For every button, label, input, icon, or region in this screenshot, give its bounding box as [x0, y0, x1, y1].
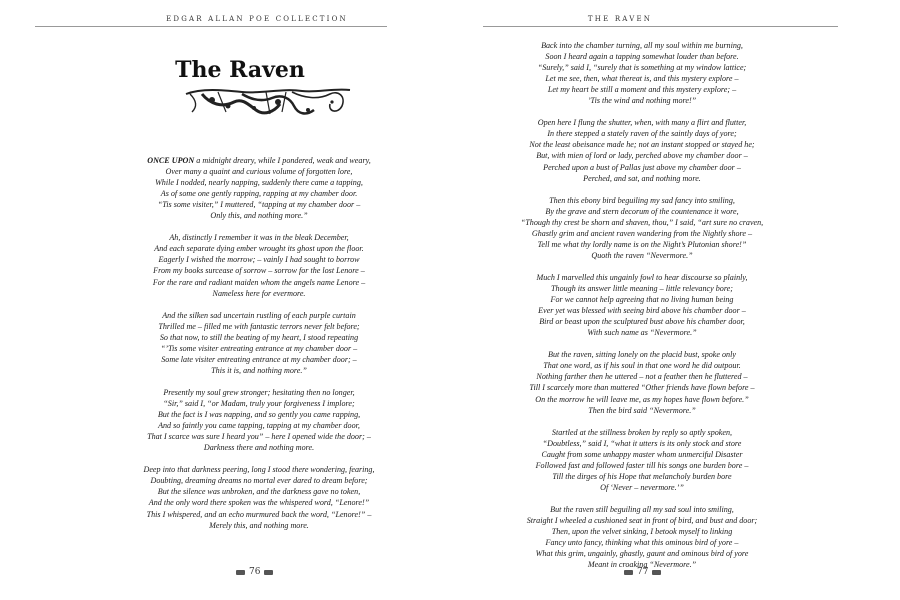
poem-line: That I scarce was sure I heard you” – here I opened wide the door; –: [147, 432, 371, 442]
poem-text-left: [120, 155, 398, 542]
poem-line: Caught from some unhappy master whom unmerciful Disaster: [541, 449, 743, 459]
poem-line: Let my heart be still a moment and this mystery explore; –: [547, 85, 737, 95]
poem-line: While I nodded, nearly napping, suddenly there came a tapping,: [155, 178, 363, 188]
poem-line: As of some one gently rapping, rapping at my chamber door.: [160, 189, 358, 199]
poem-line: And so faintly you came tapping, tapping at my chamber door,: [158, 421, 360, 431]
stanza: [492, 504, 792, 570]
poem-line: So that now, to still the beating of my heart, I stood repeating: [159, 332, 359, 342]
poem-line: Then the bird said “Nevermore.”: [588, 405, 696, 415]
poem-line: But, with mien of lord or lady, perched above my chamber door –: [536, 151, 748, 161]
poem-line: Thrilled me – filled me with fantastic terrors never felt before;: [158, 321, 360, 331]
folio-ornament-icon: [264, 570, 273, 575]
poem-line: Presently my soul grew stronger; hesitating then no longer,: [163, 387, 355, 397]
poem-line: This it is, and nothing more.”: [211, 365, 307, 375]
poem-line: What this grim, ungainly, ghastly, gaunt and ominous bird of yore: [535, 549, 749, 559]
poem-line: Bird or beast upon the sculptured bust above his chamber door,: [539, 317, 745, 327]
poem-line: With such name as “Nevermore.”: [587, 328, 697, 338]
ornament-flourish-icon: [182, 82, 354, 124]
first-line-rest: a midnight dreary, while I pondered, weak and weary,: [194, 156, 371, 165]
header-rule-right: [483, 26, 838, 27]
poem-line: Over many a quaint and curious volume of forgotten lore,: [165, 167, 353, 177]
poem-line: Though its answer little meaning – little relevancy bore;: [551, 284, 733, 294]
poem-line: Nothing farther then he uttered – not a feather then he fluttered –: [536, 372, 748, 382]
poem-line: Only this, and nothing more.”: [210, 211, 308, 221]
poem-line: Merely this, and nothing more.: [209, 520, 309, 530]
poem-line: “Doubtless,” said I, “what it utters is its only stock and store: [542, 438, 742, 448]
first-line: [120, 155, 398, 166]
poem-line: Fancy unto fancy, thinking what this ominous bird of yore –: [545, 538, 739, 548]
stanza: [492, 117, 792, 183]
poem-line: Let me see, then, what thereat is, and this mystery explore –: [545, 74, 739, 84]
poem-line: Nameless here for evermore.: [212, 288, 306, 298]
poem-line: Followed fast and followed faster till his songs one burden bore –: [535, 460, 749, 470]
poem-line: Deep into that darkness peering, long I stood there wondering, fearing,: [143, 465, 375, 475]
stanza: [120, 232, 398, 298]
poem-line: In there stepped a stately raven of the saintly days of yore;: [547, 129, 737, 139]
stanza: [492, 40, 792, 106]
poem-line: From my books surcease of sorrow – sorrow for the lost Lenore –: [153, 266, 365, 276]
poem-line: Eagerly I wished the morrow; – vainly I had sought to borrow: [158, 255, 360, 265]
poem-line: But the silence was unbroken, and the darkness gave no token,: [157, 487, 361, 497]
poem-line: And each separate dying ember wrought its ghost upon the floor.: [154, 244, 364, 254]
poem-line: But the raven still beguiling all my sad soul into smiling,: [550, 504, 734, 514]
poem-text-right: [492, 40, 792, 581]
poem-line: Darkness there and nothing more.: [203, 443, 315, 453]
poem-line: Much I marvelled this ungainly fowl to hear discourse so plainly,: [536, 272, 748, 282]
poem-line: Startled at the stillness broken by reply so aptly spoken,: [551, 427, 733, 437]
poem-line: “’Tis some visiter entreating entrance at my chamber door –: [160, 343, 358, 353]
drop-lead: ONCE UPON: [147, 156, 195, 165]
poem-line: This I whispered, and an echo murmured back the word, “Lenore!” –: [146, 509, 372, 519]
poem-line: Till the dirges of his Hope that melancholy burden bore: [552, 471, 732, 481]
poem-line: ’Tis the wind and nothing more!”: [587, 96, 697, 106]
poem-line: But the fact is I was napping, and so gently you came rapping,: [157, 410, 361, 420]
poem-line: By the grave and stern decorum of the countenance it wore,: [545, 206, 739, 216]
poem-line: Doubting, dreaming dreams no mortal ever dared to dream before;: [150, 476, 368, 486]
poem-line: That one word, as if his soul in that one word he did outpour.: [543, 361, 741, 371]
poem-line: Meant in croaking “Nevermore.”: [587, 560, 697, 570]
poem-line: Then, upon the velvet sinking, I betook myself to linking: [551, 527, 733, 537]
running-head-left: EDGAR ALLAN POE COLLECTION: [166, 15, 348, 23]
poem-line: Perched upon a bust of Pallas just above my chamber door –: [543, 162, 741, 172]
stanza: [120, 310, 398, 376]
stanza: [492, 272, 792, 338]
stanza: [120, 387, 398, 453]
poem-line: And the silken sad uncertain rustling of each purple curtain: [162, 310, 356, 320]
poem-line: Soon I heard again a tapping somewhat louder than before.: [545, 52, 739, 62]
poem-line: And the only word there spoken was the whispered word, “Lenore!”: [148, 498, 370, 508]
poem-line: Back into the chamber turning, all my soul within me burning,: [541, 41, 743, 50]
stanza: [120, 464, 398, 530]
poem-line: Of ‘Never – nevermore.’”: [600, 482, 684, 492]
page-number-left: [236, 567, 273, 577]
poem-line: Ever yet was blessed with seeing bird above his chamber door –: [538, 306, 746, 316]
poem-line: Then this ebony bird beguiling my sad fancy into smiling,: [549, 195, 735, 205]
poem-line: Tell me what thy lordly name is on the Night’s Plutonian shore!”: [537, 239, 747, 249]
poem-line: Perched, and sat, and nothing more.: [583, 173, 701, 183]
stanza: [120, 155, 398, 221]
poem-line: Not the least obeisance made he; not an instant stopped or stayed he;: [529, 140, 755, 150]
poem-line: “Surely,” said I, “surely that is something at my window lattice;: [537, 63, 747, 73]
poem-line: Some late visiter entreating entrance at my chamber door; –: [161, 354, 357, 364]
poem-line: Open here I flung the shutter, when, with many a flirt and flutter,: [537, 118, 747, 128]
stanza: [492, 349, 792, 415]
poem-line: “Sir,” said I, “or Madam, truly your forgiveness I implore;: [163, 399, 355, 409]
poem-line: Till I scarcely more than muttered “Other friends have flown before –: [529, 383, 755, 393]
poem-line: For we cannot help agreeing that no living human being: [550, 295, 734, 305]
poem-line: For the rare and radiant maiden whom the angels name Lenore –: [152, 277, 366, 287]
poem-title: The Raven: [175, 57, 305, 83]
poem-line: “Tis some visiter,” I muttered, “tapping at my chamber door –: [157, 200, 361, 210]
poem-line: But the raven, sitting lonely on the placid bust, spoke only: [548, 350, 736, 360]
poem-line: On the morrow he will leave me, as my hopes have flown before.”: [535, 394, 749, 404]
page-number-text: 76: [249, 567, 261, 577]
poem-line: Quoth the raven “Nevermore.”: [591, 250, 693, 260]
header-rule-left: [35, 26, 387, 27]
stanza: [492, 427, 792, 493]
poem-line: Straight I wheeled a cushioned seat in front of bird, and bust and door;: [526, 516, 758, 526]
running-head-right: THE RAVEN: [587, 15, 653, 23]
poem-line: Ghastly grim and ancient raven wandering from the Nightly shore –: [531, 228, 753, 238]
folio-ornament-icon: [236, 570, 245, 575]
page-number-text: 77: [637, 567, 649, 577]
stanza: [492, 195, 792, 261]
poem-line: Ah, distinctly I remember it was in the bleak December,: [169, 233, 349, 243]
poem-line: “Though thy crest be shorn and shaven, thou,” I said, “art sure no craven,: [520, 217, 764, 227]
